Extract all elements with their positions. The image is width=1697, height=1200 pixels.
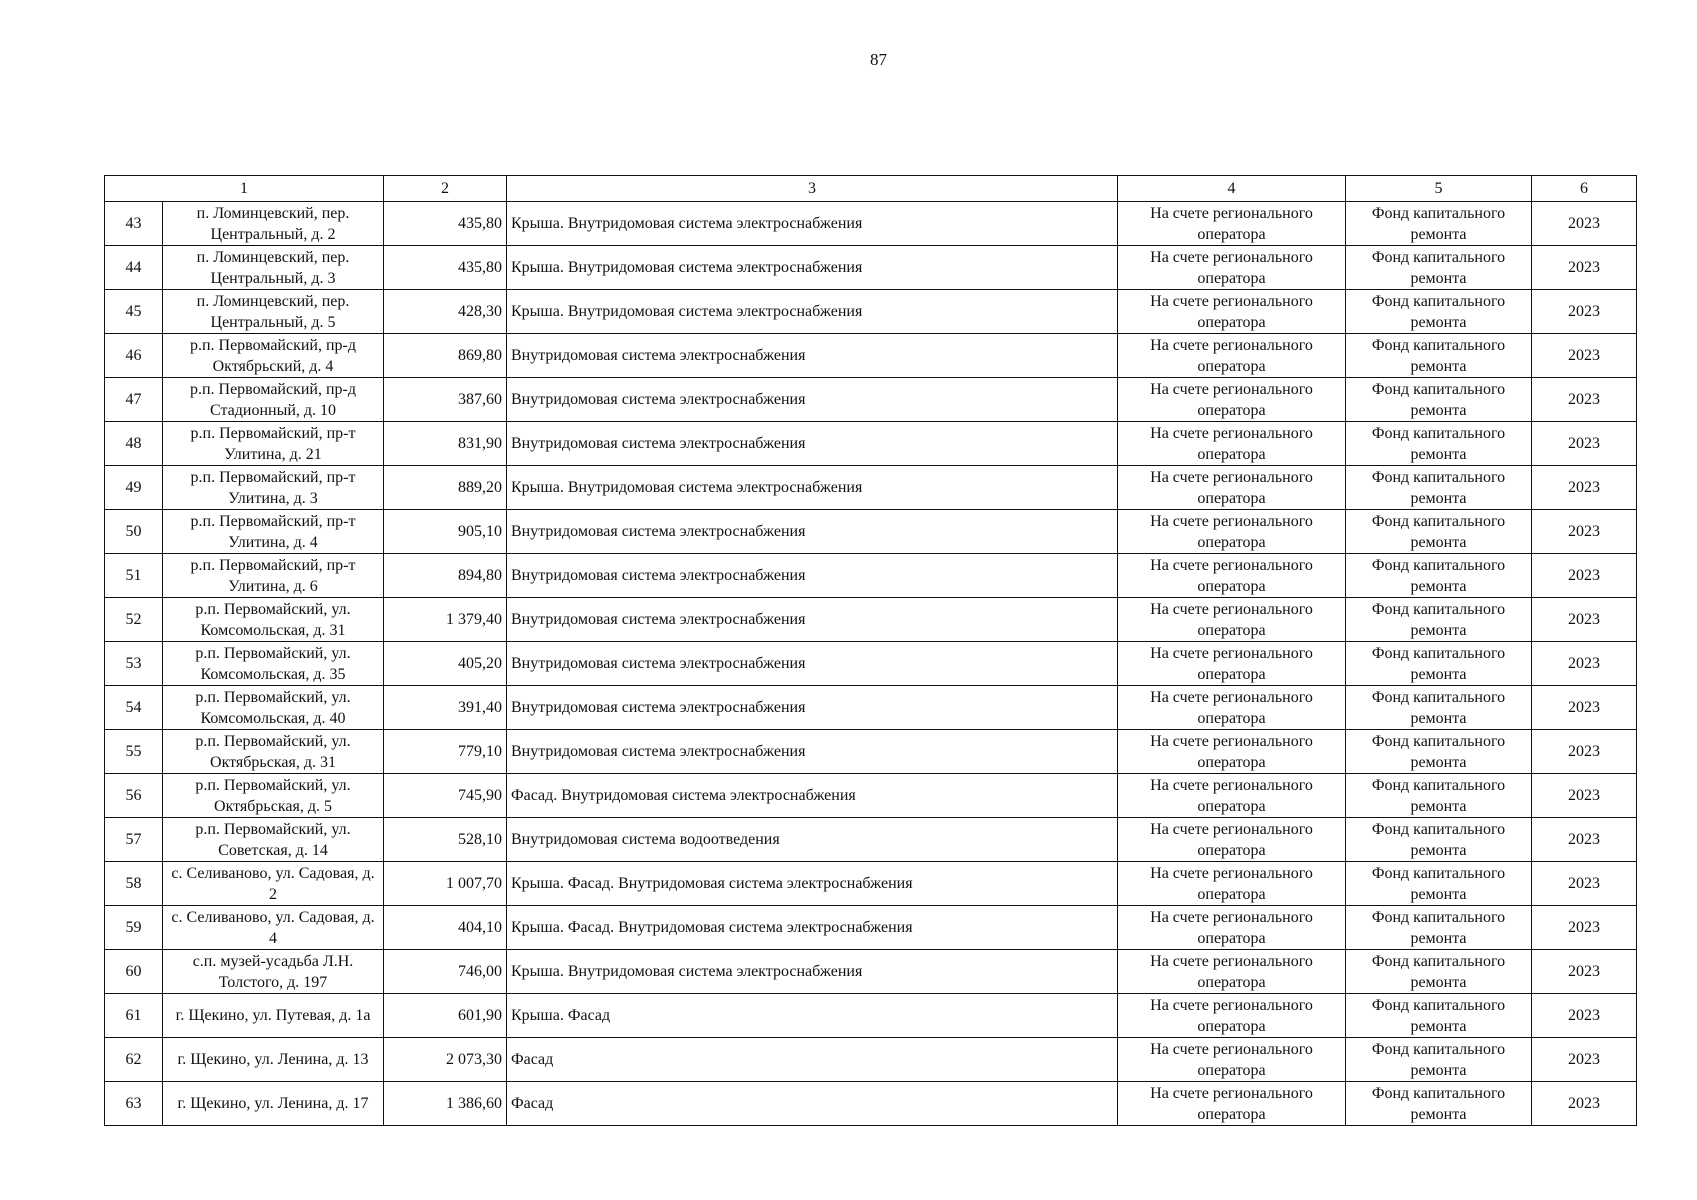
funding-source-cell: Фонд капитального ремонта xyxy=(1346,1082,1532,1126)
year-cell: 2023 xyxy=(1532,334,1637,378)
table-row xyxy=(105,378,1637,422)
works-cell: Внутридомовая система электроснабжения xyxy=(507,554,1118,598)
year-cell: 2023 xyxy=(1532,598,1637,642)
address-cell: р.п. Первомайский, пр-д Стадионный, д. 10 xyxy=(163,378,384,422)
year-cell: 2023 xyxy=(1532,818,1637,862)
table-row xyxy=(105,202,1637,246)
funding-source-cell: Фонд капитального ремонта xyxy=(1346,686,1532,730)
account-cell: На счете регионального оператора xyxy=(1118,246,1346,290)
area-cell: 387,60 xyxy=(384,378,507,422)
funding-source-cell: Фонд капитального ремонта xyxy=(1346,334,1532,378)
funding-source-cell: Фонд капитального ремонта xyxy=(1346,598,1532,642)
funding-source-cell: Фонд капитального ремонта xyxy=(1346,378,1532,422)
year-cell: 2023 xyxy=(1532,466,1637,510)
funding-source-cell: Фонд капитального ремонта xyxy=(1346,554,1532,598)
works-cell: Внутридомовая система электроснабжения xyxy=(507,730,1118,774)
account-cell: На счете регионального оператора xyxy=(1118,334,1346,378)
works-cell: Внутридомовая система водоотведения xyxy=(507,818,1118,862)
address-cell: р.п. Первомайский, ул. Октябрьская, д. 31 xyxy=(163,730,384,774)
year-cell: 2023 xyxy=(1532,510,1637,554)
row-number: 63 xyxy=(105,1082,163,1126)
address-cell: п. Ломинцевский, пер. Центральный, д. 5 xyxy=(163,290,384,334)
row-number: 43 xyxy=(105,202,163,246)
funding-source-cell: Фонд капитального ремонта xyxy=(1346,642,1532,686)
row-number: 59 xyxy=(105,906,163,950)
address-cell: с.п. музей-усадьба Л.Н. Толстого, д. 197 xyxy=(163,950,384,994)
works-cell: Внутридомовая система электроснабжения xyxy=(507,334,1118,378)
works-cell: Крыша. Внутридомовая система электроснабжения xyxy=(507,290,1118,334)
account-cell: На счете регионального оператора xyxy=(1118,510,1346,554)
funding-source-cell: Фонд капитального ремонта xyxy=(1346,422,1532,466)
row-number: 58 xyxy=(105,862,163,906)
table-row xyxy=(105,906,1637,950)
row-number: 48 xyxy=(105,422,163,466)
account-cell: На счете регионального оператора xyxy=(1118,774,1346,818)
area-cell: 905,10 xyxy=(384,510,507,554)
header-cell-1: 1 xyxy=(105,176,384,202)
funding-source-cell: Фонд капитального ремонта xyxy=(1346,1038,1532,1082)
capital-repair-table xyxy=(104,175,1637,1126)
table-row xyxy=(105,818,1637,862)
address-cell: г. Щекино, ул. Ленина, д. 13 xyxy=(163,1038,384,1082)
works-cell: Фасад xyxy=(507,1082,1118,1126)
area-cell: 746,00 xyxy=(384,950,507,994)
row-number: 47 xyxy=(105,378,163,422)
row-number: 54 xyxy=(105,686,163,730)
row-number: 51 xyxy=(105,554,163,598)
header-cell-2: 2 xyxy=(384,176,507,202)
funding-source-cell: Фонд капитального ремонта xyxy=(1346,862,1532,906)
table-row xyxy=(105,686,1637,730)
row-number: 53 xyxy=(105,642,163,686)
funding-source-cell: Фонд капитального ремонта xyxy=(1346,950,1532,994)
year-cell: 2023 xyxy=(1532,906,1637,950)
account-cell: На счете регионального оператора xyxy=(1118,290,1346,334)
address-cell: р.п. Первомайский, пр-т Улитина, д. 4 xyxy=(163,510,384,554)
header-cell-5: 5 xyxy=(1346,176,1532,202)
page-number: 87 xyxy=(870,50,887,69)
address-cell: г. Щекино, ул. Путевая, д. 1а xyxy=(163,994,384,1038)
area-cell: 405,20 xyxy=(384,642,507,686)
row-number: 55 xyxy=(105,730,163,774)
account-cell: На счете регионального оператора xyxy=(1118,686,1346,730)
row-number: 44 xyxy=(105,246,163,290)
year-cell: 2023 xyxy=(1532,642,1637,686)
address-cell: р.п. Первомайский, пр-т Улитина, д. 21 xyxy=(163,422,384,466)
area-cell: 745,90 xyxy=(384,774,507,818)
table-row xyxy=(105,334,1637,378)
address-cell: р.п. Первомайский, ул. Комсомольская, д. 31 xyxy=(163,598,384,642)
table-row xyxy=(105,510,1637,554)
account-cell: На счете регионального оператора xyxy=(1118,422,1346,466)
works-cell: Внутридомовая система электроснабжения xyxy=(507,642,1118,686)
year-cell: 2023 xyxy=(1532,774,1637,818)
table-row xyxy=(105,774,1637,818)
address-cell: с. Селиваново, ул. Садовая, д. 4 xyxy=(163,906,384,950)
account-cell: На счете регионального оператора xyxy=(1118,1038,1346,1082)
account-cell: На счете регионального оператора xyxy=(1118,378,1346,422)
area-cell: 1 007,70 xyxy=(384,862,507,906)
works-cell: Крыша. Внутридомовая система электроснабжения xyxy=(507,202,1118,246)
works-cell: Внутридомовая система электроснабжения xyxy=(507,598,1118,642)
table-row xyxy=(105,950,1637,994)
area-cell: 428,30 xyxy=(384,290,507,334)
works-cell: Внутридомовая система электроснабжения xyxy=(507,686,1118,730)
area-cell: 831,90 xyxy=(384,422,507,466)
account-cell: На счете регионального оператора xyxy=(1118,642,1346,686)
year-cell: 2023 xyxy=(1532,950,1637,994)
area-cell: 894,80 xyxy=(384,554,507,598)
header-cell-3: 3 xyxy=(507,176,1118,202)
table-row xyxy=(105,642,1637,686)
works-cell: Крыша. Внутридомовая система электроснабжения xyxy=(507,950,1118,994)
area-cell: 435,80 xyxy=(384,246,507,290)
funding-source-cell: Фонд капитального ремонта xyxy=(1346,510,1532,554)
address-cell: р.п. Первомайский, пр-д Октябрьский, д. 4 xyxy=(163,334,384,378)
year-cell: 2023 xyxy=(1532,1082,1637,1126)
address-cell: р.п. Первомайский, ул. Комсомольская, д. 40 xyxy=(163,686,384,730)
area-cell: 1 386,60 xyxy=(384,1082,507,1126)
address-cell: с. Селиваново, ул. Садовая, д. 2 xyxy=(163,862,384,906)
funding-source-cell: Фонд капитального ремонта xyxy=(1346,466,1532,510)
funding-source-cell: Фонд капитального ремонта xyxy=(1346,818,1532,862)
row-number: 60 xyxy=(105,950,163,994)
table-row xyxy=(105,554,1637,598)
year-cell: 2023 xyxy=(1532,686,1637,730)
account-cell: На счете регионального оператора xyxy=(1118,1082,1346,1126)
funding-source-cell: Фонд капитального ремонта xyxy=(1346,730,1532,774)
area-cell: 404,10 xyxy=(384,906,507,950)
works-cell: Внутридомовая система электроснабжения xyxy=(507,510,1118,554)
works-cell: Крыша. Внутридомовая система электроснабжения xyxy=(507,246,1118,290)
account-cell: На счете регионального оператора xyxy=(1118,554,1346,598)
table-row xyxy=(105,862,1637,906)
area-cell: 1 379,40 xyxy=(384,598,507,642)
address-cell: р.п. Первомайский, ул. Октябрьская, д. 5 xyxy=(163,774,384,818)
works-cell: Крыша. Внутридомовая система электроснабжения xyxy=(507,466,1118,510)
address-cell: р.п. Первомайский, ул. Советская, д. 14 xyxy=(163,818,384,862)
table-row xyxy=(105,246,1637,290)
account-cell: На счете регионального оператора xyxy=(1118,818,1346,862)
works-cell: Внутридомовая система электроснабжения xyxy=(507,422,1118,466)
area-cell: 391,40 xyxy=(384,686,507,730)
works-cell: Фасад xyxy=(507,1038,1118,1082)
row-number: 56 xyxy=(105,774,163,818)
funding-source-cell: Фонд капитального ремонта xyxy=(1346,994,1532,1038)
works-cell: Крыша. Фасад xyxy=(507,994,1118,1038)
funding-source-cell: Фонд капитального ремонта xyxy=(1346,202,1532,246)
row-number: 46 xyxy=(105,334,163,378)
year-cell: 2023 xyxy=(1532,554,1637,598)
header-cell-6: 6 xyxy=(1532,176,1637,202)
row-number: 52 xyxy=(105,598,163,642)
year-cell: 2023 xyxy=(1532,290,1637,334)
funding-source-cell: Фонд капитального ремонта xyxy=(1346,290,1532,334)
address-cell: р.п. Первомайский, пр-т Улитина, д. 6 xyxy=(163,554,384,598)
header-cell-4: 4 xyxy=(1118,176,1346,202)
area-cell: 601,90 xyxy=(384,994,507,1038)
account-cell: На счете регионального оператора xyxy=(1118,862,1346,906)
year-cell: 2023 xyxy=(1532,202,1637,246)
area-cell: 869,80 xyxy=(384,334,507,378)
works-cell: Фасад. Внутридомовая система электроснабжения xyxy=(507,774,1118,818)
address-cell: р.п. Первомайский, ул. Комсомольская, д. 35 xyxy=(163,642,384,686)
year-cell: 2023 xyxy=(1532,730,1637,774)
year-cell: 2023 xyxy=(1532,994,1637,1038)
year-cell: 2023 xyxy=(1532,1038,1637,1082)
address-cell: г. Щекино, ул. Ленина, д. 17 xyxy=(163,1082,384,1126)
works-cell: Внутридомовая система электроснабжения xyxy=(507,378,1118,422)
account-cell: На счете регионального оператора xyxy=(1118,906,1346,950)
area-cell: 435,80 xyxy=(384,202,507,246)
year-cell: 2023 xyxy=(1532,378,1637,422)
funding-source-cell: Фонд капитального ремонта xyxy=(1346,774,1532,818)
row-number: 49 xyxy=(105,466,163,510)
table-row xyxy=(105,290,1637,334)
account-cell: На счете регионального оператора xyxy=(1118,202,1346,246)
area-cell: 889,20 xyxy=(384,466,507,510)
row-number: 61 xyxy=(105,994,163,1038)
address-cell: п. Ломинцевский, пер. Центральный, д. 3 xyxy=(163,246,384,290)
table-row xyxy=(105,994,1637,1038)
address-cell: р.п. Первомайский, пр-т Улитина, д. 3 xyxy=(163,466,384,510)
area-cell: 2 073,30 xyxy=(384,1038,507,1082)
area-cell: 528,10 xyxy=(384,818,507,862)
table-row xyxy=(105,730,1637,774)
account-cell: На счете регионального оператора xyxy=(1118,950,1346,994)
row-number: 50 xyxy=(105,510,163,554)
year-cell: 2023 xyxy=(1532,246,1637,290)
works-cell: Крыша. Фасад. Внутридомовая система электроснабжения xyxy=(507,906,1118,950)
funding-source-cell: Фонд капитального ремонта xyxy=(1346,246,1532,290)
area-cell: 779,10 xyxy=(384,730,507,774)
table-row xyxy=(105,1082,1637,1126)
table-body xyxy=(105,202,1637,1126)
account-cell: На счете регионального оператора xyxy=(1118,994,1346,1038)
header-row xyxy=(105,176,1637,202)
year-cell: 2023 xyxy=(1532,422,1637,466)
row-number: 45 xyxy=(105,290,163,334)
works-cell: Крыша. Фасад. Внутридомовая система электроснабжения xyxy=(507,862,1118,906)
table-row xyxy=(105,598,1637,642)
table-row xyxy=(105,1038,1637,1082)
year-cell: 2023 xyxy=(1532,862,1637,906)
row-number: 57 xyxy=(105,818,163,862)
account-cell: На счете регионального оператора xyxy=(1118,598,1346,642)
funding-source-cell: Фонд капитального ремонта xyxy=(1346,906,1532,950)
account-cell: На счете регионального оператора xyxy=(1118,730,1346,774)
account-cell: На счете регионального оператора xyxy=(1118,466,1346,510)
table-row xyxy=(105,466,1637,510)
table-row xyxy=(105,422,1637,466)
address-cell: п. Ломинцевский, пер. Центральный, д. 2 xyxy=(163,202,384,246)
row-number: 62 xyxy=(105,1038,163,1082)
